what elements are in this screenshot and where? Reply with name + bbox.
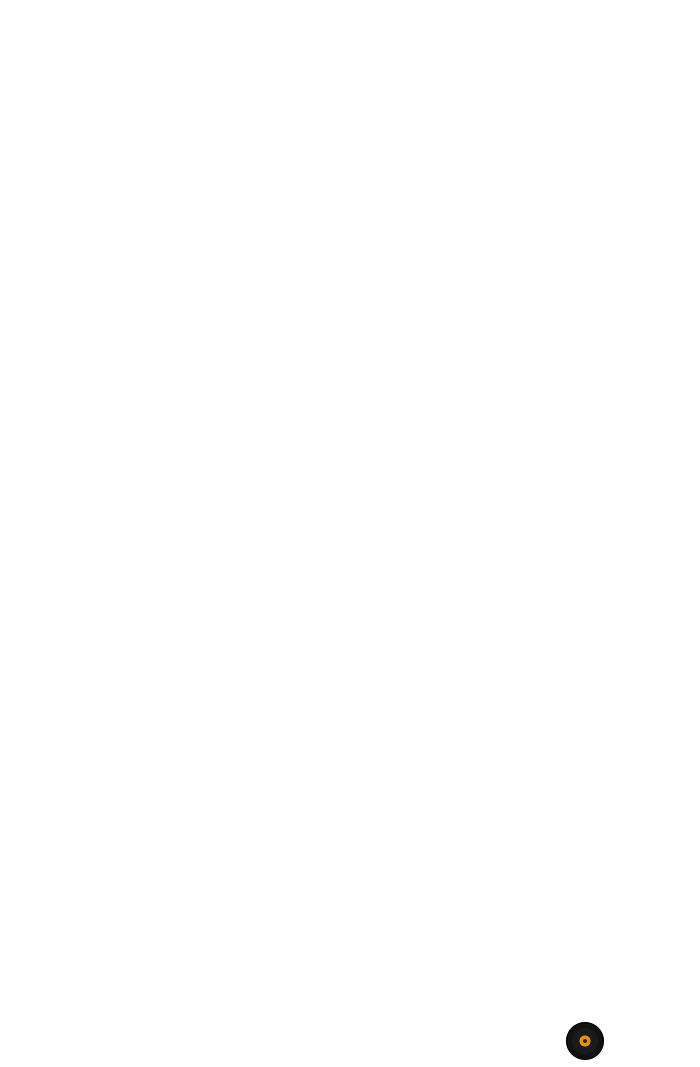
record-center-dot (583, 1039, 587, 1043)
top-music-system (0, 0, 700, 104)
publisher-logo (566, 1022, 607, 1060)
vinyl-record-icon (566, 1022, 604, 1060)
